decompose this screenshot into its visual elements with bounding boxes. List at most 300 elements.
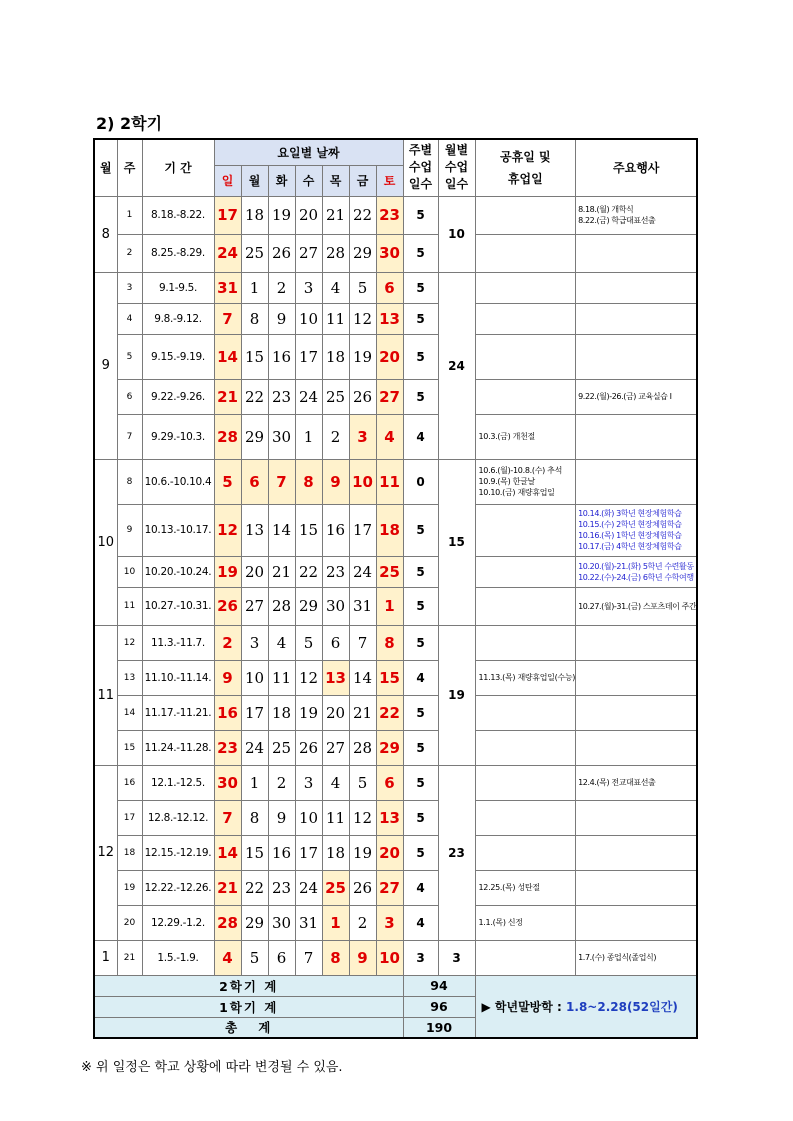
header-monthly-days: 월별 수업 일수 — [438, 139, 475, 196]
date-cell: 6 — [376, 272, 403, 303]
total-value-grand: 190 — [403, 1017, 475, 1038]
weekly-class-days: 3 — [403, 940, 438, 975]
date-cell: 23 — [268, 379, 295, 414]
date-cell: 30 — [268, 414, 295, 459]
holiday-text: 10.10.(금) 재량휴업일 — [478, 488, 555, 497]
week-row — [94, 765, 697, 800]
date-cell: 17 — [295, 835, 322, 870]
date-cell: 7 — [214, 303, 241, 334]
week-number: 4 — [117, 303, 142, 334]
month-cell: 1 — [94, 940, 117, 975]
date-cell: 10 — [241, 660, 268, 695]
holiday-cell — [475, 414, 576, 459]
monthly-class-days: 23 — [438, 765, 475, 940]
weekly-class-days: 5 — [403, 765, 438, 800]
date-cell: 10 — [295, 800, 322, 835]
date-cell: 11 — [268, 660, 295, 695]
date-cell: 17 — [214, 196, 241, 234]
monthly-class-days: 10 — [438, 196, 475, 272]
date-cell: 13 — [322, 660, 349, 695]
date-cell: 4 — [322, 272, 349, 303]
date-cell: 4 — [322, 765, 349, 800]
weekly-class-days: 5 — [403, 504, 438, 556]
date-cell: 9 — [268, 303, 295, 334]
date-cell: 4 — [268, 625, 295, 660]
week-number: 2 — [117, 234, 142, 272]
date-cell: 29 — [376, 730, 403, 765]
week-period: 9.22.-9.26. — [142, 379, 214, 414]
date-cell: 3 — [295, 765, 322, 800]
event-text: 8.18.(월) 개학식 — [578, 205, 634, 214]
date-cell: 7 — [295, 940, 322, 975]
header-month: 월 — [94, 139, 117, 196]
date-cell: 18 — [268, 695, 295, 730]
holiday-cell — [475, 940, 576, 975]
weekly-class-days: 5 — [403, 587, 438, 625]
date-cell: 29 — [349, 234, 376, 272]
date-cell: 8 — [241, 303, 268, 334]
holiday-cell — [475, 504, 576, 556]
date-cell: 1 — [241, 272, 268, 303]
date-cell: 24 — [349, 556, 376, 587]
week-row — [94, 334, 697, 379]
date-cell: 1 — [322, 905, 349, 940]
header-weekday-wed: 수 — [295, 165, 322, 196]
holiday-cell — [475, 303, 576, 334]
semester-calendar-table — [93, 138, 698, 1039]
date-cell: 6 — [376, 765, 403, 800]
total-label-grand: 총 계 — [94, 1017, 403, 1038]
weekly-class-days: 5 — [403, 303, 438, 334]
week-number: 21 — [117, 940, 142, 975]
total-value-semester1: 96 — [403, 996, 475, 1017]
header-period: 기 간 — [142, 139, 214, 196]
holiday-text: 10.9.(목) 한글날 — [478, 477, 535, 486]
date-cell: 21 — [214, 379, 241, 414]
week-period: 10.20.-10.24. — [142, 556, 214, 587]
event-text: 10.17.(금) 4학년 현장체험학습 — [578, 542, 682, 551]
date-cell: 14 — [214, 334, 241, 379]
date-cell: 27 — [295, 234, 322, 272]
week-period: 12.29.-1.2. — [142, 905, 214, 940]
week-period: 11.24.-11.28. — [142, 730, 214, 765]
event-text: 10.27.(월)-31.(금) 스포츠데이 주간 — [578, 601, 697, 611]
holiday-cell — [475, 234, 576, 272]
date-cell: 27 — [376, 379, 403, 414]
header-weekday-sun: 일 — [214, 165, 241, 196]
month-cell: 10 — [94, 459, 117, 625]
week-period: 10.27.-10.31. — [142, 587, 214, 625]
date-cell: 9 — [268, 800, 295, 835]
date-cell: 3 — [376, 905, 403, 940]
date-cell: 24 — [295, 870, 322, 905]
date-cell: 15 — [376, 660, 403, 695]
date-cell: 21 — [214, 870, 241, 905]
date-cell: 2 — [322, 414, 349, 459]
week-period: 8.25.-8.29. — [142, 234, 214, 272]
date-cell: 31 — [295, 905, 322, 940]
header-weekday-tue: 화 — [268, 165, 295, 196]
date-cell: 22 — [241, 870, 268, 905]
header-holidays: 공휴일 및 휴업일 — [475, 139, 576, 196]
date-cell: 6 — [241, 459, 268, 504]
holiday-cell — [475, 905, 576, 940]
week-period: 12.1.-12.5. — [142, 765, 214, 800]
holiday-cell — [475, 625, 576, 660]
week-period: 9.8.-9.12. — [142, 303, 214, 334]
weekly-class-days: 5 — [403, 730, 438, 765]
week-row — [94, 459, 697, 504]
week-number: 10 — [117, 556, 142, 587]
date-cell: 5 — [241, 940, 268, 975]
date-cell: 16 — [268, 334, 295, 379]
events-cell — [576, 272, 698, 303]
events-cell — [576, 334, 698, 379]
event-text: 8.22.(금) 학급대표선출 — [578, 216, 656, 225]
monthly-class-days: 19 — [438, 625, 475, 765]
date-cell: 28 — [322, 234, 349, 272]
date-cell: 26 — [349, 379, 376, 414]
holiday-cell — [475, 730, 576, 765]
event-text: 10.16.(목) 1학년 현장체험학습 — [578, 531, 682, 540]
weekly-class-days: 5 — [403, 695, 438, 730]
date-cell: 15 — [241, 835, 268, 870]
week-period: 1.5.-1.9. — [142, 940, 214, 975]
date-cell: 4 — [214, 940, 241, 975]
date-cell: 9 — [349, 940, 376, 975]
date-cell: 30 — [376, 234, 403, 272]
weekly-class-days: 5 — [403, 556, 438, 587]
events-cell — [576, 800, 698, 835]
holiday-cell — [475, 379, 576, 414]
holiday-text: 10.3.(금) 개천절 — [478, 432, 535, 441]
header-week: 주 — [117, 139, 142, 196]
week-row — [94, 835, 697, 870]
week-number: 11 — [117, 587, 142, 625]
week-number: 18 — [117, 835, 142, 870]
date-cell: 14 — [214, 835, 241, 870]
date-cell: 12 — [349, 800, 376, 835]
date-cell: 23 — [376, 196, 403, 234]
date-cell: 18 — [322, 835, 349, 870]
events-cell — [576, 730, 698, 765]
date-cell: 25 — [268, 730, 295, 765]
date-cell: 22 — [349, 196, 376, 234]
date-cell: 13 — [376, 303, 403, 334]
date-cell: 20 — [376, 835, 403, 870]
date-cell: 8 — [295, 459, 322, 504]
date-cell: 16 — [268, 835, 295, 870]
holiday-cell — [475, 196, 576, 234]
date-cell: 1 — [376, 587, 403, 625]
date-cell: 2 — [214, 625, 241, 660]
events-cell — [576, 459, 698, 504]
week-period: 10.13.-10.17. — [142, 504, 214, 556]
date-cell: 14 — [268, 504, 295, 556]
week-number: 20 — [117, 905, 142, 940]
holiday-text: 1.1.(목) 신정 — [478, 918, 523, 927]
date-cell: 27 — [376, 870, 403, 905]
date-cell: 19 — [349, 835, 376, 870]
week-row — [94, 800, 697, 835]
week-period: 12.8.-12.12. — [142, 800, 214, 835]
week-number: 3 — [117, 272, 142, 303]
week-number: 19 — [117, 870, 142, 905]
date-cell: 29 — [241, 905, 268, 940]
date-cell: 22 — [376, 695, 403, 730]
week-period: 9.29.-10.3. — [142, 414, 214, 459]
holiday-text: 12.25.(목) 성탄절 — [478, 883, 540, 892]
month-cell: 11 — [94, 625, 117, 765]
week-period: 12.22.-12.26. — [142, 870, 214, 905]
events-cell — [576, 765, 698, 800]
date-cell: 22 — [241, 379, 268, 414]
date-cell: 8 — [322, 940, 349, 975]
header-weekday-mon: 월 — [241, 165, 268, 196]
events-cell — [576, 587, 698, 625]
date-cell: 17 — [349, 504, 376, 556]
events-cell — [576, 556, 698, 587]
date-cell: 17 — [295, 334, 322, 379]
holiday-cell — [475, 272, 576, 303]
week-period: 11.17.-11.21. — [142, 695, 214, 730]
date-cell: 23 — [268, 870, 295, 905]
date-cell: 12 — [349, 303, 376, 334]
holiday-cell — [475, 334, 576, 379]
date-cell: 15 — [241, 334, 268, 379]
date-cell: 28 — [268, 587, 295, 625]
date-cell: 26 — [214, 587, 241, 625]
date-cell: 27 — [322, 730, 349, 765]
week-number: 8 — [117, 459, 142, 504]
date-cell: 21 — [349, 695, 376, 730]
month-cell: 12 — [94, 765, 117, 940]
date-cell: 24 — [214, 234, 241, 272]
events-cell — [576, 835, 698, 870]
week-row — [94, 196, 697, 234]
week-period: 8.18.-8.22. — [142, 196, 214, 234]
event-text: 9.22.(월)-26.(금) 교육실습 I — [578, 392, 672, 401]
week-number: 14 — [117, 695, 142, 730]
week-period: 11.10.-11.14. — [142, 660, 214, 695]
week-period: 10.6.-10.10.4 — [142, 459, 214, 504]
week-number: 15 — [117, 730, 142, 765]
date-cell: 16 — [214, 695, 241, 730]
monthly-class-days: 3 — [438, 940, 475, 975]
event-text: 10.14.(화) 3학년 현장체험학습 — [578, 509, 682, 518]
date-cell: 16 — [322, 504, 349, 556]
week-row — [94, 234, 697, 272]
date-cell: 26 — [295, 730, 322, 765]
holiday-cell — [475, 800, 576, 835]
date-cell: 31 — [214, 272, 241, 303]
date-cell: 5 — [214, 459, 241, 504]
total-label-semester1: 1학기 계 — [94, 996, 403, 1017]
events-cell — [576, 905, 698, 940]
week-number: 5 — [117, 334, 142, 379]
events-cell — [576, 504, 698, 556]
event-text: 12.4.(목) 전교대표선출 — [578, 778, 656, 787]
header-weekly-days: 주별 수업 일수 — [403, 139, 438, 196]
holiday-cell — [475, 870, 576, 905]
events-cell — [576, 379, 698, 414]
events-cell — [576, 660, 698, 695]
weekly-class-days: 4 — [403, 905, 438, 940]
week-period: 9.15.-9.19. — [142, 334, 214, 379]
holiday-cell — [475, 587, 576, 625]
date-cell: 30 — [268, 905, 295, 940]
date-cell: 8 — [376, 625, 403, 660]
week-period: 12.15.-12.19. — [142, 835, 214, 870]
week-row — [94, 695, 697, 730]
week-number: 9 — [117, 504, 142, 556]
header-weekday-fri: 금 — [349, 165, 376, 196]
date-cell: 30 — [214, 765, 241, 800]
week-row — [94, 414, 697, 459]
weekly-class-days: 5 — [403, 196, 438, 234]
weekly-class-days: 5 — [403, 800, 438, 835]
date-cell: 19 — [349, 334, 376, 379]
holiday-cell — [475, 695, 576, 730]
date-cell: 18 — [376, 504, 403, 556]
date-cell: 10 — [376, 940, 403, 975]
event-text: 10.15.(수) 2학년 현장체험학습 — [578, 520, 682, 529]
date-cell: 24 — [295, 379, 322, 414]
date-cell: 7 — [268, 459, 295, 504]
date-cell: 5 — [349, 272, 376, 303]
date-cell: 10 — [349, 459, 376, 504]
week-row — [94, 303, 697, 334]
date-cell: 21 — [268, 556, 295, 587]
date-cell: 10 — [295, 303, 322, 334]
date-cell: 3 — [295, 272, 322, 303]
date-cell: 12 — [295, 660, 322, 695]
date-cell: 25 — [241, 234, 268, 272]
date-cell: 28 — [214, 414, 241, 459]
date-cell: 2 — [268, 272, 295, 303]
date-cell: 11 — [322, 303, 349, 334]
weekly-class-days: 5 — [403, 835, 438, 870]
date-cell: 27 — [241, 587, 268, 625]
events-cell — [576, 234, 698, 272]
week-number: 13 — [117, 660, 142, 695]
date-cell: 29 — [295, 587, 322, 625]
monthly-class-days: 24 — [438, 272, 475, 459]
date-cell: 23 — [214, 730, 241, 765]
date-cell: 18 — [241, 196, 268, 234]
date-cell: 11 — [322, 800, 349, 835]
date-cell: 19 — [295, 695, 322, 730]
date-cell: 28 — [214, 905, 241, 940]
section-title: 2) 2학기 — [96, 114, 163, 133]
events-cell — [576, 196, 698, 234]
event-text: 1.7.(수) 종업식(졸업식) — [578, 953, 657, 962]
weekly-class-days: 5 — [403, 625, 438, 660]
date-cell: 26 — [268, 234, 295, 272]
week-period: 9.1-9.5. — [142, 272, 214, 303]
week-row — [94, 379, 697, 414]
week-number: 6 — [117, 379, 142, 414]
week-number: 7 — [117, 414, 142, 459]
date-cell: 1 — [241, 765, 268, 800]
date-cell: 6 — [268, 940, 295, 975]
date-cell: 14 — [349, 660, 376, 695]
weekly-class-days: 4 — [403, 660, 438, 695]
week-row — [94, 504, 697, 556]
weekly-class-days: 5 — [403, 234, 438, 272]
holiday-cell — [475, 765, 576, 800]
header-dates-by-weekday: 요일별 날짜 — [214, 139, 403, 165]
total-value-semester2: 94 — [403, 975, 475, 996]
weekly-class-days: 0 — [403, 459, 438, 504]
events-cell — [576, 940, 698, 975]
monthly-class-days: 15 — [438, 459, 475, 625]
date-cell: 15 — [295, 504, 322, 556]
date-cell: 11 — [376, 459, 403, 504]
events-cell — [576, 695, 698, 730]
date-cell: 19 — [214, 556, 241, 587]
month-cell: 9 — [94, 272, 117, 459]
week-row — [94, 625, 697, 660]
week-period: 11.3.-11.7. — [142, 625, 214, 660]
date-cell: 20 — [295, 196, 322, 234]
week-row — [94, 660, 697, 695]
footnote: ※ 위 일정은 학교 상황에 따라 변경될 수 있음. — [81, 1060, 343, 1075]
vacation-note: ▶ 학년말방학 : 1.8~2.28(52일간) — [475, 975, 697, 1038]
events-cell — [576, 414, 698, 459]
weekly-class-days: 5 — [403, 379, 438, 414]
week-row — [94, 870, 697, 905]
date-cell: 24 — [241, 730, 268, 765]
weekly-class-days: 5 — [403, 272, 438, 303]
date-cell: 12 — [214, 504, 241, 556]
date-cell: 31 — [349, 587, 376, 625]
date-cell: 4 — [376, 414, 403, 459]
weekly-class-days: 5 — [403, 334, 438, 379]
date-cell: 20 — [241, 556, 268, 587]
date-cell: 30 — [322, 587, 349, 625]
date-cell: 5 — [295, 625, 322, 660]
date-cell: 18 — [322, 334, 349, 379]
event-text: 10.20.(월)-21.(화) 5학년 수련활동 — [578, 561, 694, 571]
date-cell: 9 — [322, 459, 349, 504]
header-weekday-sat: 토 — [376, 165, 403, 196]
date-cell: 20 — [322, 695, 349, 730]
date-cell: 2 — [349, 905, 376, 940]
holiday-cell — [475, 459, 576, 504]
holiday-text: 11.13.(목) 재량휴업일(수능) — [478, 673, 576, 682]
total-label-semester2: 2학기 계 — [94, 975, 403, 996]
week-row — [94, 556, 697, 587]
event-text: 10.22.(수)-24.(금) 6학년 수학여행 — [578, 572, 694, 582]
date-cell: 9 — [214, 660, 241, 695]
week-number: 12 — [117, 625, 142, 660]
date-cell: 25 — [376, 556, 403, 587]
date-cell: 13 — [241, 504, 268, 556]
date-cell: 7 — [214, 800, 241, 835]
week-row — [94, 905, 697, 940]
date-cell: 19 — [268, 196, 295, 234]
month-cell: 8 — [94, 196, 117, 272]
date-cell: 7 — [349, 625, 376, 660]
header-weekday-thu: 목 — [322, 165, 349, 196]
date-cell: 17 — [241, 695, 268, 730]
holiday-cell — [475, 660, 576, 695]
date-cell: 29 — [241, 414, 268, 459]
date-cell: 26 — [349, 870, 376, 905]
events-cell — [576, 303, 698, 334]
week-number: 16 — [117, 765, 142, 800]
